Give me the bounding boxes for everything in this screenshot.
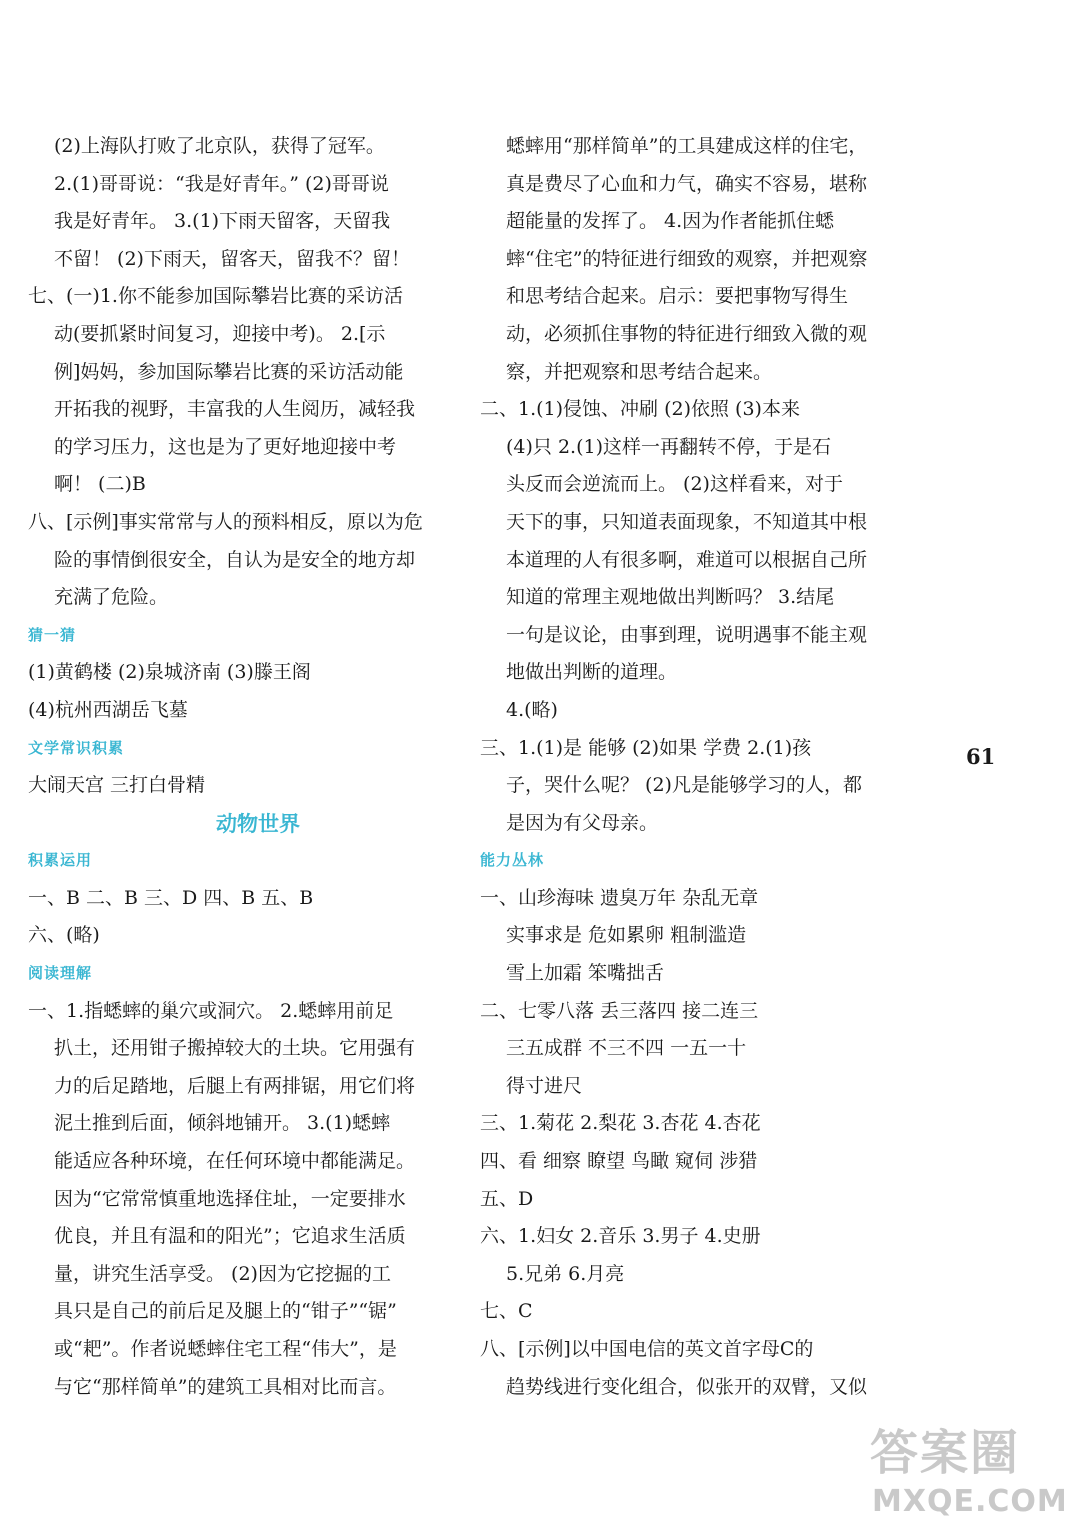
text-line: 趋势线进行变化组合，似张开的双臂，又似 xyxy=(506,1375,868,1398)
text-line: 雪上加霜 笨嘴拙舌 xyxy=(506,962,665,985)
text-line: 例]妈妈，参加国际攀岩比赛的采访活动能 xyxy=(54,360,404,383)
text-line: 八、[示例]以中国电信的英文首字母C的 xyxy=(480,1338,814,1360)
text-line: 蟋蟀用“那样简单”的工具建成这样的住宅， xyxy=(506,135,868,157)
text-line: 的学习压力，这也是为了更好地迎接中考 xyxy=(54,435,397,458)
left-column xyxy=(28,128,448,1406)
text-line: 真是费尽了心血和力气，确实不容易，堪称 xyxy=(506,172,868,195)
text-line: 天下的事，只知道表面现象，不知道其中根 xyxy=(506,510,868,533)
text-line: 一、B 二、B 三、D 四、B 五、B xyxy=(28,886,314,909)
text-line: 一句是议论，由事到理，说明遇事不能主观 xyxy=(506,623,868,646)
text-line: 充满了危险。 xyxy=(54,586,169,609)
text-line: 不留！ (2)下雨天，留客天，留我不？留！ xyxy=(54,247,410,270)
text-line: 或“耙”。作者说蟋蟀住宅工程“伟大”，是 xyxy=(54,1338,397,1360)
text-line: 能适应各种环境，在任何环境中都能满足。 xyxy=(54,1150,416,1173)
page-number: 61 xyxy=(966,744,996,769)
text-line: 动，必须抓住事物的特征进行细致入微的观 xyxy=(506,322,868,345)
text-line: 地做出判断的道理。 xyxy=(506,661,678,684)
text-line: 五、D xyxy=(480,1187,534,1210)
text-line: 4.(略) xyxy=(506,698,558,721)
text-line: 2.(1)哥哥说：“我是好青年。” (2)哥哥说 xyxy=(54,172,389,195)
text-line: 具只是自己的前后足及腿上的“钳子”“锯” xyxy=(54,1300,397,1323)
section-heading: 猜一猜 xyxy=(28,625,77,644)
text-line: (4)杭州西湖岳飞墓 xyxy=(28,698,188,721)
section-heading: 文学常识积累 xyxy=(28,738,125,757)
text-line: 实事求是 危如累卵 粗制滥造 xyxy=(506,924,747,947)
text-line: 七、C xyxy=(480,1300,533,1323)
watermark-logo xyxy=(860,1396,1068,1532)
text-line: 子，哭什么呢？ (2)凡是能够学习的人，都 xyxy=(506,774,862,797)
text-line: 八、[示例]事实常常与人的预料相反，原以为危 xyxy=(28,510,423,533)
text-line: 三、1.菊花 2.梨花 3.杏花 4.杏花 xyxy=(480,1112,761,1135)
section-heading: 积累运用 xyxy=(28,851,93,870)
text-line: 三、1.(1)是 能够 (2)如果 学费 2.(1)孩 xyxy=(480,736,812,759)
section-heading: 能力丛林 xyxy=(480,851,545,870)
text-line: 三五成群 不三不四 一五一十 xyxy=(506,1037,747,1060)
text-line: 七、(一)1.你不能参加国际攀岩比赛的采访活 xyxy=(28,285,403,308)
text-line: 头反而会逆流而上。 (2)这样看来，对于 xyxy=(506,473,843,496)
text-line: 是因为有父母亲。 xyxy=(506,811,659,834)
text-line: 察，并把观察和思考结合起来。 xyxy=(506,360,773,383)
text-line: 知道的常理主观地做出判断吗？ 3.结尾 xyxy=(506,586,835,609)
text-line: 力的后足踏地，后腿上有两排锯，用它们将 xyxy=(54,1074,416,1097)
text-line: 泥土推到后面，倾斜地铺开。 3.(1)蟋蟀 xyxy=(54,1112,391,1135)
text-line: 一、山珍海味 遗臭万年 杂乱无章 xyxy=(480,886,759,909)
text-line: 开拓我的视野，丰富我的人生阅历，减轻我 xyxy=(54,398,416,421)
text-line: 因为“它常常慎重地选择住址，一定要排水 xyxy=(54,1187,406,1210)
text-line: (4)只 2.(1)这样一再翻转不停，于是石 xyxy=(506,435,831,458)
text-line: 二、七零八落 丢三落四 接二连三 xyxy=(480,999,759,1022)
text-line: (2)上海队打败了北京队，获得了冠军。 xyxy=(54,135,385,157)
text-line: 大闹天宫 三打白骨精 xyxy=(28,774,206,797)
text-line: 量，讲究生活享受。 (2)因为它挖掘的工 xyxy=(54,1262,391,1285)
text-line: 二、1.(1)侵蚀、冲刷 (2)依照 (3)本来 xyxy=(480,398,800,421)
text-line: 啊！ (二)B xyxy=(54,473,146,496)
text-line: 5.兄弟 6.月亮 xyxy=(506,1262,625,1285)
text-line: (1)黄鹤楼 (2)泉城济南 (3)滕王阁 xyxy=(28,661,311,684)
text-line: 动(要抓紧时间复习，迎接中考)。 2.[示 xyxy=(54,322,386,345)
text-line: 扒土，还用钳子搬掉较大的土块。它用强有 xyxy=(54,1037,416,1060)
right-column xyxy=(480,128,900,1406)
text-line: 和思考结合起来。启示：要把事物写得生 xyxy=(506,285,849,308)
text-line: 险的事情倒很安全，自认为是安全的地方却 xyxy=(54,548,416,571)
watermark-logo-text: 答案圈 xyxy=(870,1425,1021,1481)
text-line: 与它“那样简单”的建筑工具相对比而言。 xyxy=(54,1375,397,1398)
text-line: 我是好青年。 3.(1)下雨天留客，天留我 xyxy=(54,210,391,233)
text-line: 一、1.指蟋蟀的巢穴或洞穴。 2.蟋蟀用前足 xyxy=(28,999,394,1022)
watermark-url: MXQE.COM xyxy=(872,1484,1068,1519)
text-line: 蟀“住宅”的特征进行细致的观察，并把观察 xyxy=(506,247,868,270)
text-line: 得寸进尺 xyxy=(506,1074,583,1097)
text-line: 六、1.妇女 2.音乐 3.男子 4.史册 xyxy=(480,1225,761,1248)
text-line: 本道理的人有很多啊，难道可以根据自己所 xyxy=(506,548,868,571)
chapter-title: 动物世界 xyxy=(216,810,300,836)
text-line: 优良，并且有温和的阳光”；它追求生活质 xyxy=(54,1225,406,1248)
text-line: 超能量的发挥了。 4.因为作者能抓住蟋 xyxy=(506,210,835,233)
section-heading: 阅读理解 xyxy=(28,964,93,983)
text-line: 六、(略) xyxy=(28,924,100,947)
text-line: 四、看 细察 瞭望 鸟瞰 窥伺 涉猎 xyxy=(480,1150,758,1173)
